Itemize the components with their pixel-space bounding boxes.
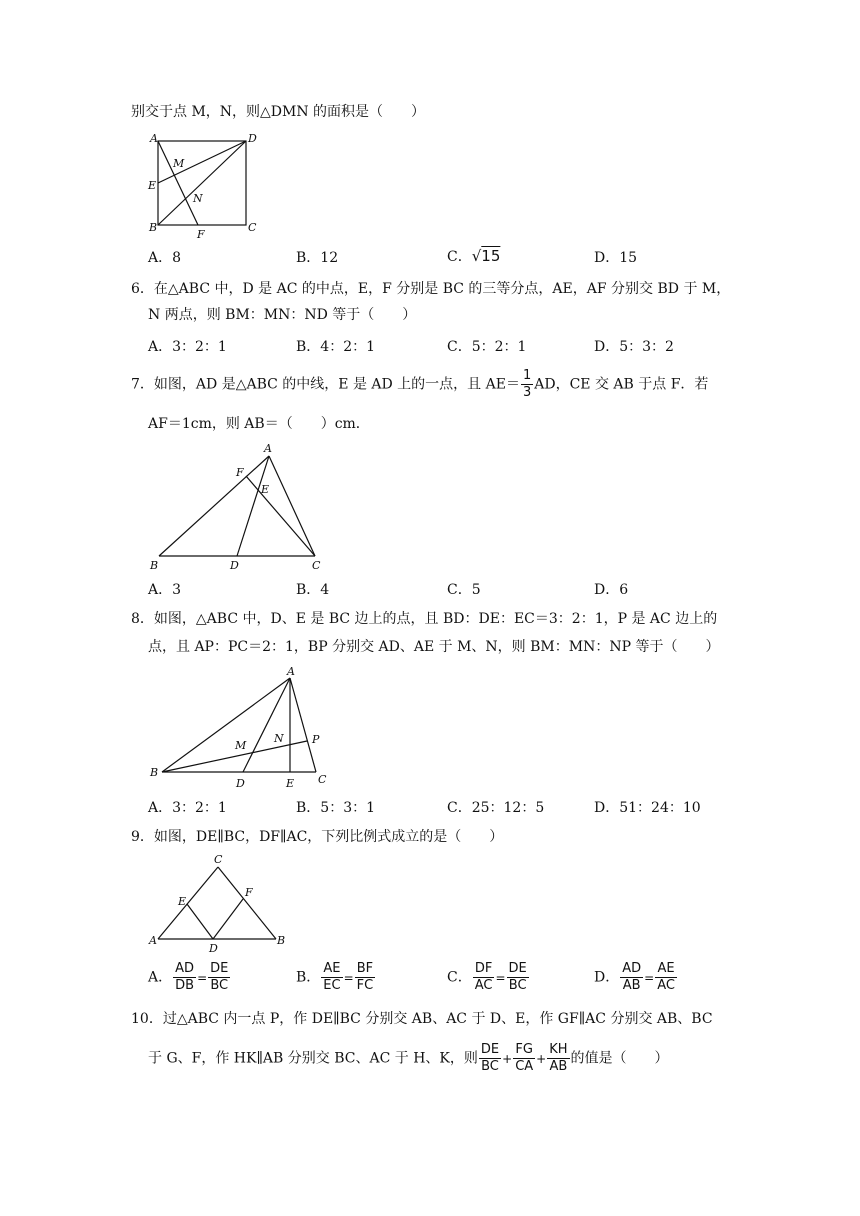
label-d: D: [236, 777, 245, 790]
label-d: D: [248, 132, 257, 145]
sqrt-symbol: √15: [471, 247, 501, 265]
q5-option-b[interactable]: B．12: [296, 250, 339, 266]
label-c: C: [248, 221, 257, 234]
q7-stem-line1: 7．如图，AD 是△ABC 的中线，E 是 AD 上的一点，且 AE＝ $\frac{1}{3}$ AD，CE 交 AB 于点 F．若: [131, 368, 709, 400]
q7-stem-line2: AF＝1cm，则 AB＝（ ）cm．: [148, 416, 370, 432]
q8-option-d[interactable]: D．51：24：10: [594, 800, 701, 816]
label-f: F: [236, 466, 244, 479]
label-m: M: [173, 157, 185, 170]
label-b: B: [277, 934, 286, 947]
label-e: E: [261, 483, 270, 496]
label-a: A: [287, 665, 295, 678]
q8-stem-line2: 点，且 AP：PC＝2：1，BP 分别交 AD、AE 于 M、N，则 BM：MN：NP 等于（ ）: [148, 639, 720, 655]
q7-option-c[interactable]: C．5: [447, 582, 481, 598]
q7-option-d[interactable]: D．6: [594, 582, 629, 598]
label-e: E: [178, 895, 187, 908]
label-e: E: [286, 777, 295, 790]
label-a: A: [149, 934, 157, 947]
label-d: D: [230, 559, 239, 572]
label-b: B: [150, 559, 159, 572]
q7-option-a[interactable]: A．3: [148, 582, 182, 598]
q8-option-b[interactable]: B．5：3：1: [296, 800, 376, 816]
label-d: D: [209, 942, 218, 955]
label-n: N: [274, 732, 284, 745]
q6-option-c[interactable]: C．5：2：1: [447, 339, 527, 355]
q9-option-b[interactable]: B． $\frac{AE}{EC}$ = $\frac{BF}{FC}$: [296, 961, 374, 993]
q6-option-b[interactable]: B．4：2：1: [296, 339, 376, 355]
label-a: A: [150, 132, 158, 145]
label-p: P: [312, 733, 320, 746]
q6-stem-line1: 6．在△ABC 中，D 是 AC 的中点，E，F 分别是 BC 的三等分点，AE，AF 分别交 BD 于 M，: [131, 281, 731, 297]
q8-option-a[interactable]: A．3：2：1: [148, 800, 227, 816]
label-c: C: [318, 773, 327, 786]
q9-triangle-figure: [140, 852, 300, 957]
label-b: B: [149, 221, 158, 234]
q9-option-c[interactable]: C． $\frac{DF}{AC}$ = $\frac{DE}{BC}$: [447, 961, 527, 993]
q5-square-figure: [138, 130, 268, 242]
q6-option-a[interactable]: A．3：2：1: [148, 339, 227, 355]
q5-option-d[interactable]: D．15: [594, 250, 638, 266]
q10-stem-line2: 于 G、F，作 HK∥AB 分别交 BC、AC 于 H、K，则 $\frac{DE}{BC}$ + $\frac{FG}{CA}$ + $\frac{KH}{AB}$ 的值是（ ）: [148, 1042, 669, 1074]
q5-stem: 别交于点 M，N，则△DMN 的面积是（ ）: [131, 104, 426, 120]
q9-stem: 9．如图，DE∥BC，DF∥AC，下列比例式成立的是（ ）: [131, 829, 504, 845]
q8-triangle-figure: [140, 662, 340, 792]
label-a: A: [264, 442, 272, 455]
label-c: C: [312, 559, 321, 572]
q6-stem-line2: N 两点，则 BM：MN：ND 等于（ ）: [148, 307, 417, 323]
q9-option-a[interactable]: A． $\frac{AD}{DB}$ = $\frac{DE}{BC}$: [148, 961, 229, 993]
q5-option-a[interactable]: A．8: [148, 250, 182, 266]
q9-option-d[interactable]: D． $\frac{AD}{AB}$ = $\frac{AE}{AC}$: [594, 961, 675, 993]
q8-stem-line1: 8．如图，△ABC 中，D、E 是 BC 边上的点，且 BD：DE：EC＝3：2：1，P 是 AC 边上的: [131, 611, 718, 627]
label-f: F: [197, 228, 205, 241]
q7-triangle-figure: [140, 438, 340, 576]
label-b: B: [150, 766, 159, 779]
q5-option-c[interactable]: [447, 246, 500, 267]
q8-option-c[interactable]: C．25：12：5: [447, 800, 545, 816]
label-e: E: [148, 179, 157, 192]
q6-option-d[interactable]: D．5：3：2: [594, 339, 674, 355]
q7-fraction: $\frac{1}{3}$: [522, 368, 532, 400]
q10-stem-line1: 10．过△ABC 内一点 P，作 DE∥BC 分别交 AB、AC 于 D、E，作 GF∥AC 分别交 AB、BC: [131, 1011, 713, 1027]
label-f: F: [245, 886, 253, 899]
label-n: N: [193, 192, 203, 205]
label-c: C: [214, 853, 223, 866]
label-m: M: [235, 739, 247, 752]
q7-option-b[interactable]: B．4: [296, 582, 330, 598]
q5-option-c-label: C．: [447, 249, 472, 265]
